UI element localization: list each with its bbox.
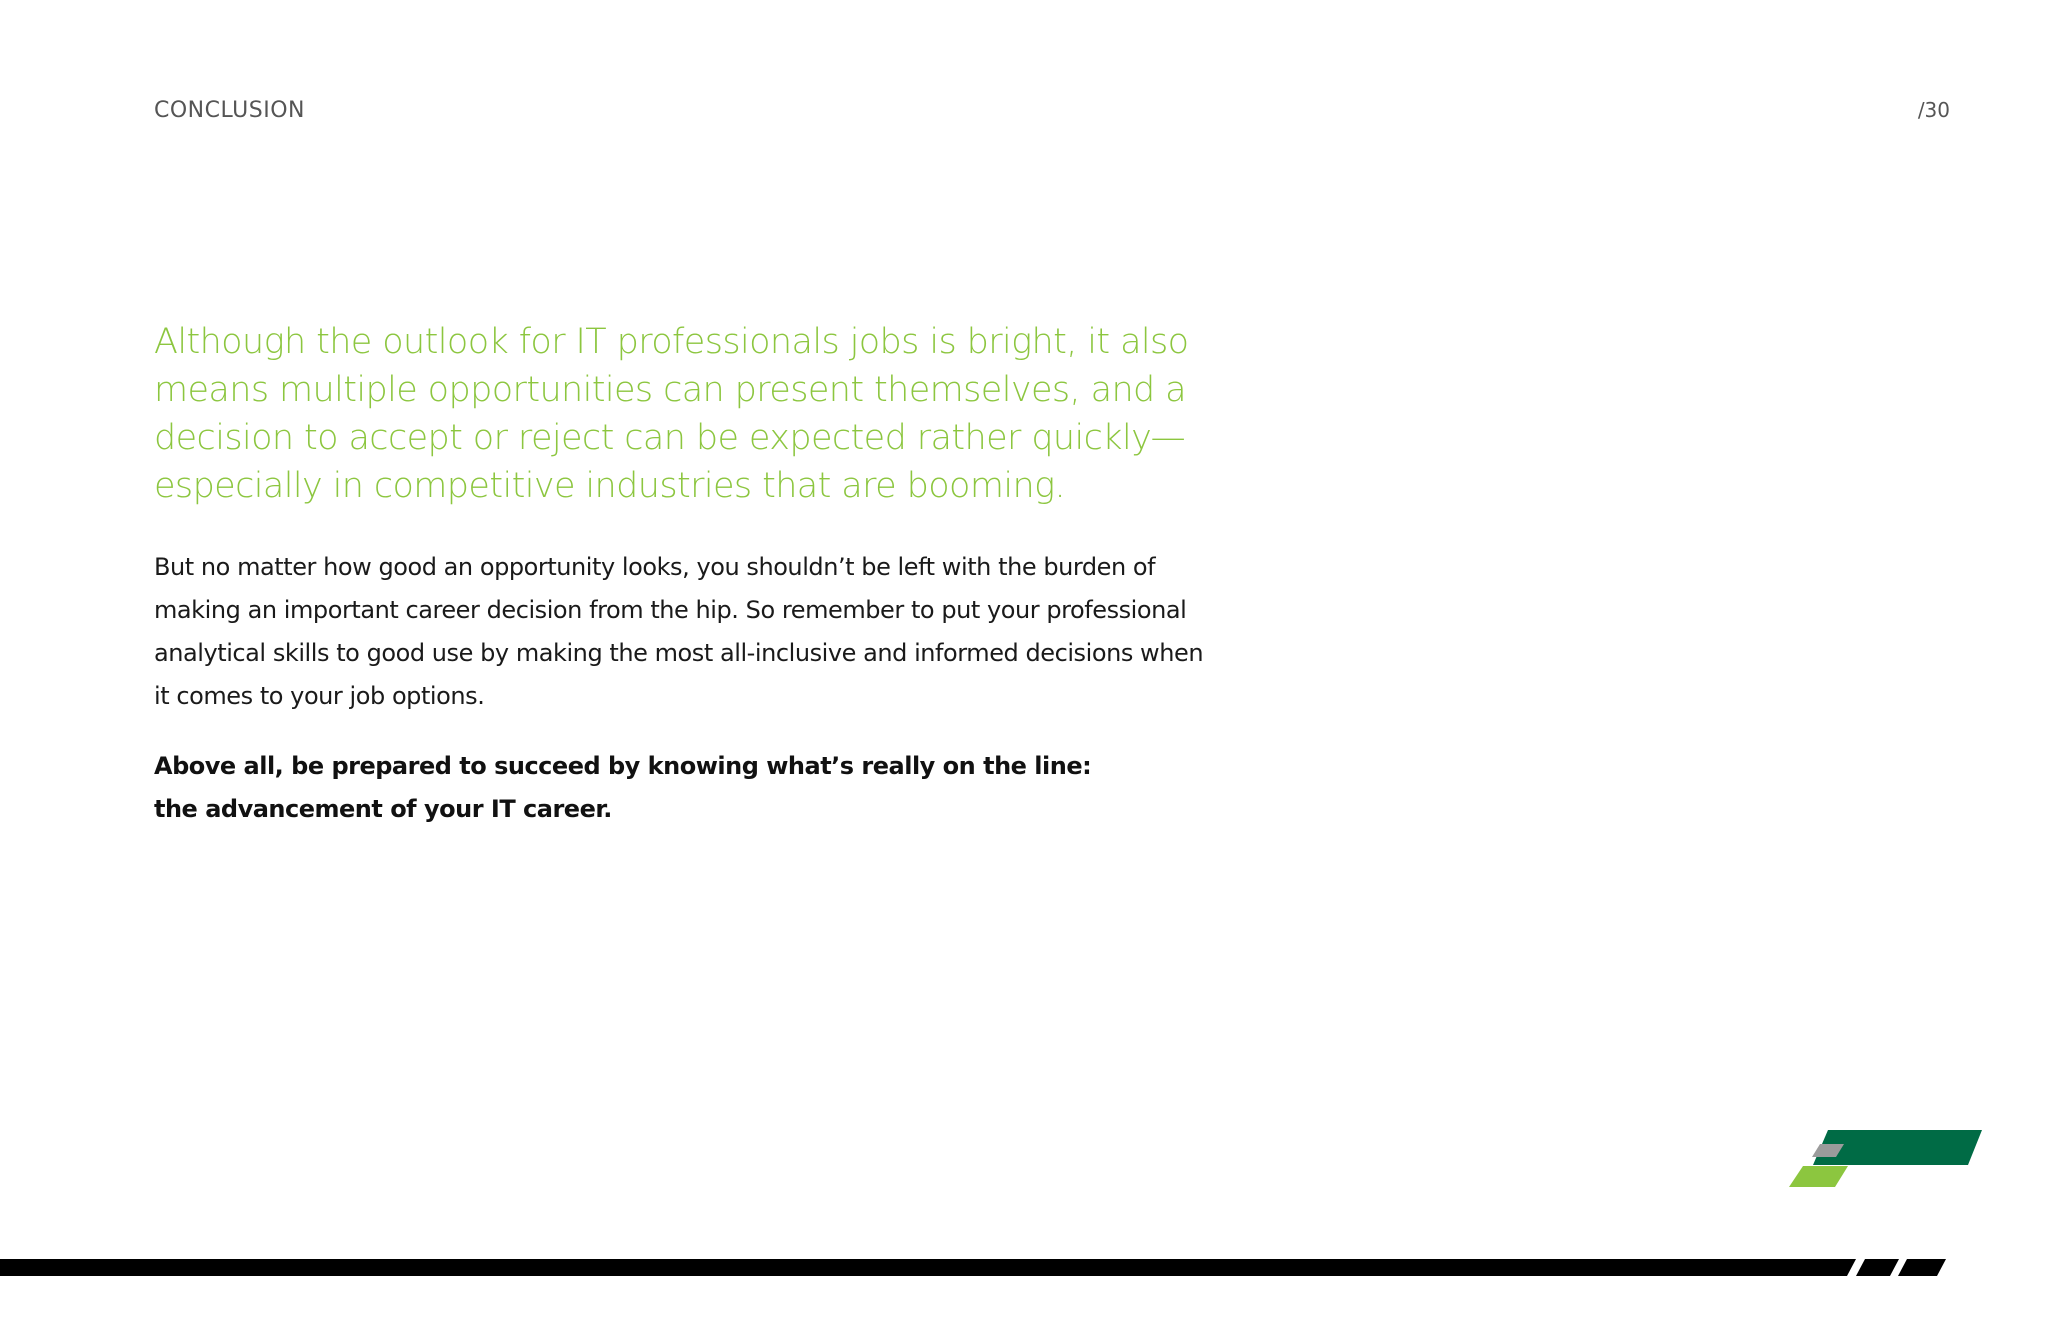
footer-bar-segment-2 — [1898, 1259, 1946, 1276]
footer-bar — [0, 1259, 1950, 1276]
footer-bar-segment-1 — [1856, 1259, 1899, 1276]
body-paragraph: But no matter how good an opportunity looks, you shouldn’t be left with the burden of making an important career decision from the hip. So remember to put your professional analytical skills to good use by making the most all-inclusive and informed decisions when it comes to your job options. — [154, 553, 1204, 710]
emphasis-line-2: the advancement of your IT career. — [154, 795, 612, 823]
footer-bar-main — [0, 1259, 1856, 1276]
emphasis-paragraph — [154, 745, 1154, 831]
page-number: /30 — [1917, 98, 1950, 122]
logo-light-green-shape — [1789, 1166, 1848, 1187]
emphasis-line-1: Above all, be prepared to succeed by knowing what’s really on the line: — [154, 752, 1092, 780]
lead-paragraph: Although the outlook for IT professionals jobs is bright, it also means multiple opportunities can present themselves, and a decision to accept or reject can be expected rather quickly—especially in competitive industries that are booming. — [154, 322, 1189, 506]
brand-logo-icon — [1786, 1128, 1982, 1190]
section-label: CONCLUSION — [154, 98, 305, 123]
